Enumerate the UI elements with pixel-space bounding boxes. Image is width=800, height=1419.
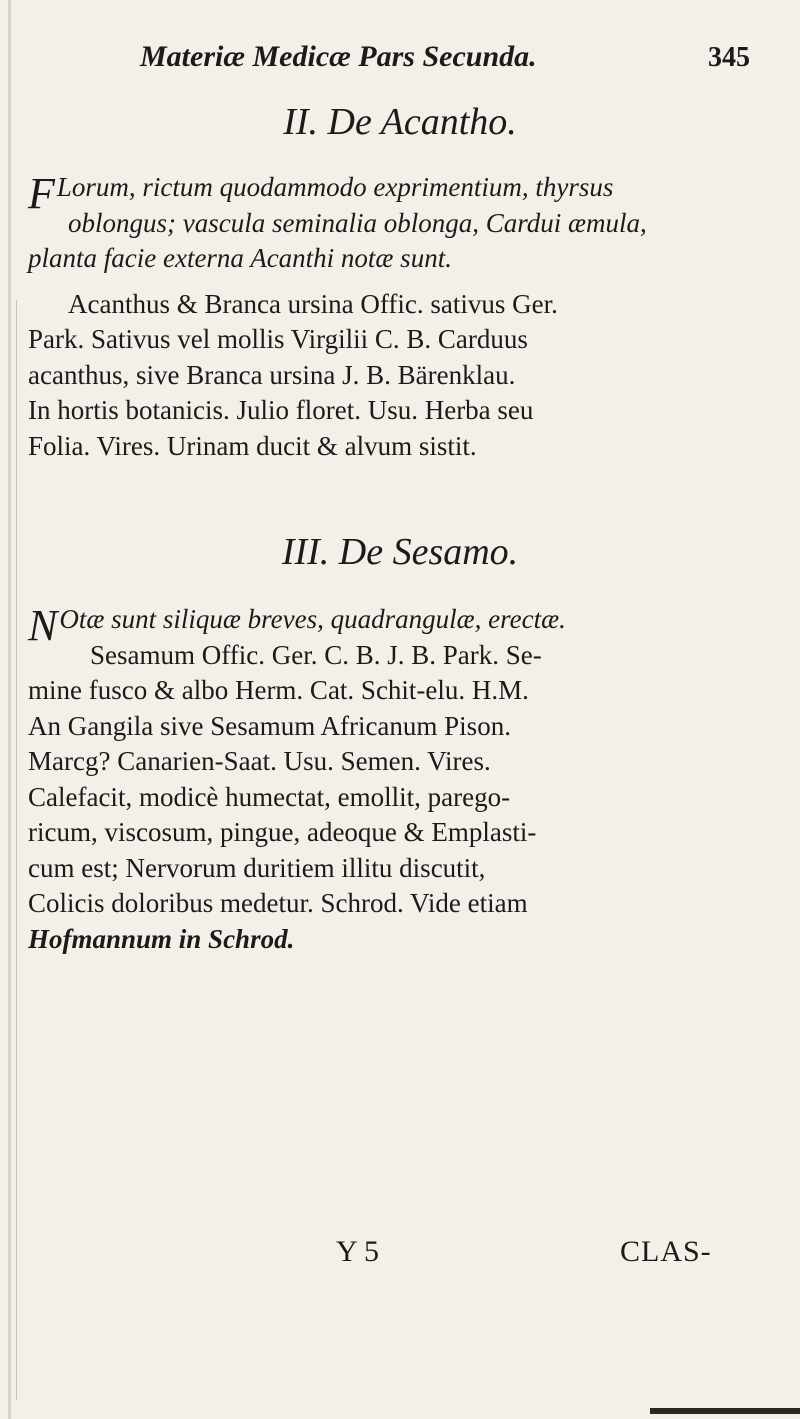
text-line: ricum, viscosum, pingue, adeoque & Emplasti- — [28, 817, 537, 847]
gutter-shadow — [8, 0, 11, 1419]
signature-mark: Y 5 — [336, 1235, 380, 1268]
running-head — [140, 40, 770, 88]
text-line: mine fusco & albo Herm. Cat. Schit-elu. H.M. — [28, 675, 529, 705]
text-line: Hofmannum in Schrod. — [28, 923, 295, 954]
text-line: F Lorum, rictum quodammodo exprimentium, thyrsus — [28, 169, 614, 218]
page-edge-mark — [650, 1408, 800, 1414]
section-heading-sesamum: III. De Sesamo. — [281, 531, 519, 573]
text-line: Acanthus & Branca ursina Offic. sativus Ger. — [68, 288, 558, 319]
text-line: acanthus, sive Branca ursina J. B. Bärenklau. — [28, 359, 516, 390]
text-line: planta facie externa Acanthi notæ sunt. — [28, 243, 452, 273]
text-line: An Gangila sive Sesamum Africanum Pison. — [28, 710, 511, 741]
page-footer — [0, 1235, 800, 1275]
section-acanthus-text — [28, 170, 798, 464]
section-heading-acanthus: II. De Acantho. — [283, 101, 517, 143]
text-line: N Otæ sunt siliquæ breves, quadrangulæ, erectæ. — [28, 601, 566, 650]
section-sesamum-text — [28, 602, 798, 957]
text-line: cum est; Nervorum duritiem illitu discutit, — [28, 852, 486, 883]
drop-capital: N — [28, 601, 58, 650]
page-number: 345 — [708, 42, 750, 73]
text-line: Park. Sativus vel mollis Virgilii C. B. Carduus — [28, 324, 528, 354]
text-line: Marcg? Canarien-Saat. Usu. Semen. Vires. — [28, 746, 491, 776]
text-line: oblongus; vascula seminalia oblonga, Cardui æmula, — [68, 207, 647, 238]
text-line: In hortis botanicis. Julio floret. Usu. Herba seu — [28, 395, 534, 425]
text-line: Colicis doloribus medetur. Schrod. Vide etiam — [28, 888, 528, 918]
text-line: Sesamum Offic. Ger. C. B. J. B. Park. Se- — [90, 639, 542, 670]
text-line: Folia. Vires. Urinam ducit & alvum sistit. — [28, 430, 477, 461]
text-line: Calefacit, modicè humectat, emollit, parego- — [28, 781, 511, 812]
running-title: Materiæ Medicæ Pars Secunda. — [140, 40, 537, 73]
catchword: CLAS- — [620, 1235, 712, 1268]
drop-capital: F — [28, 169, 55, 218]
